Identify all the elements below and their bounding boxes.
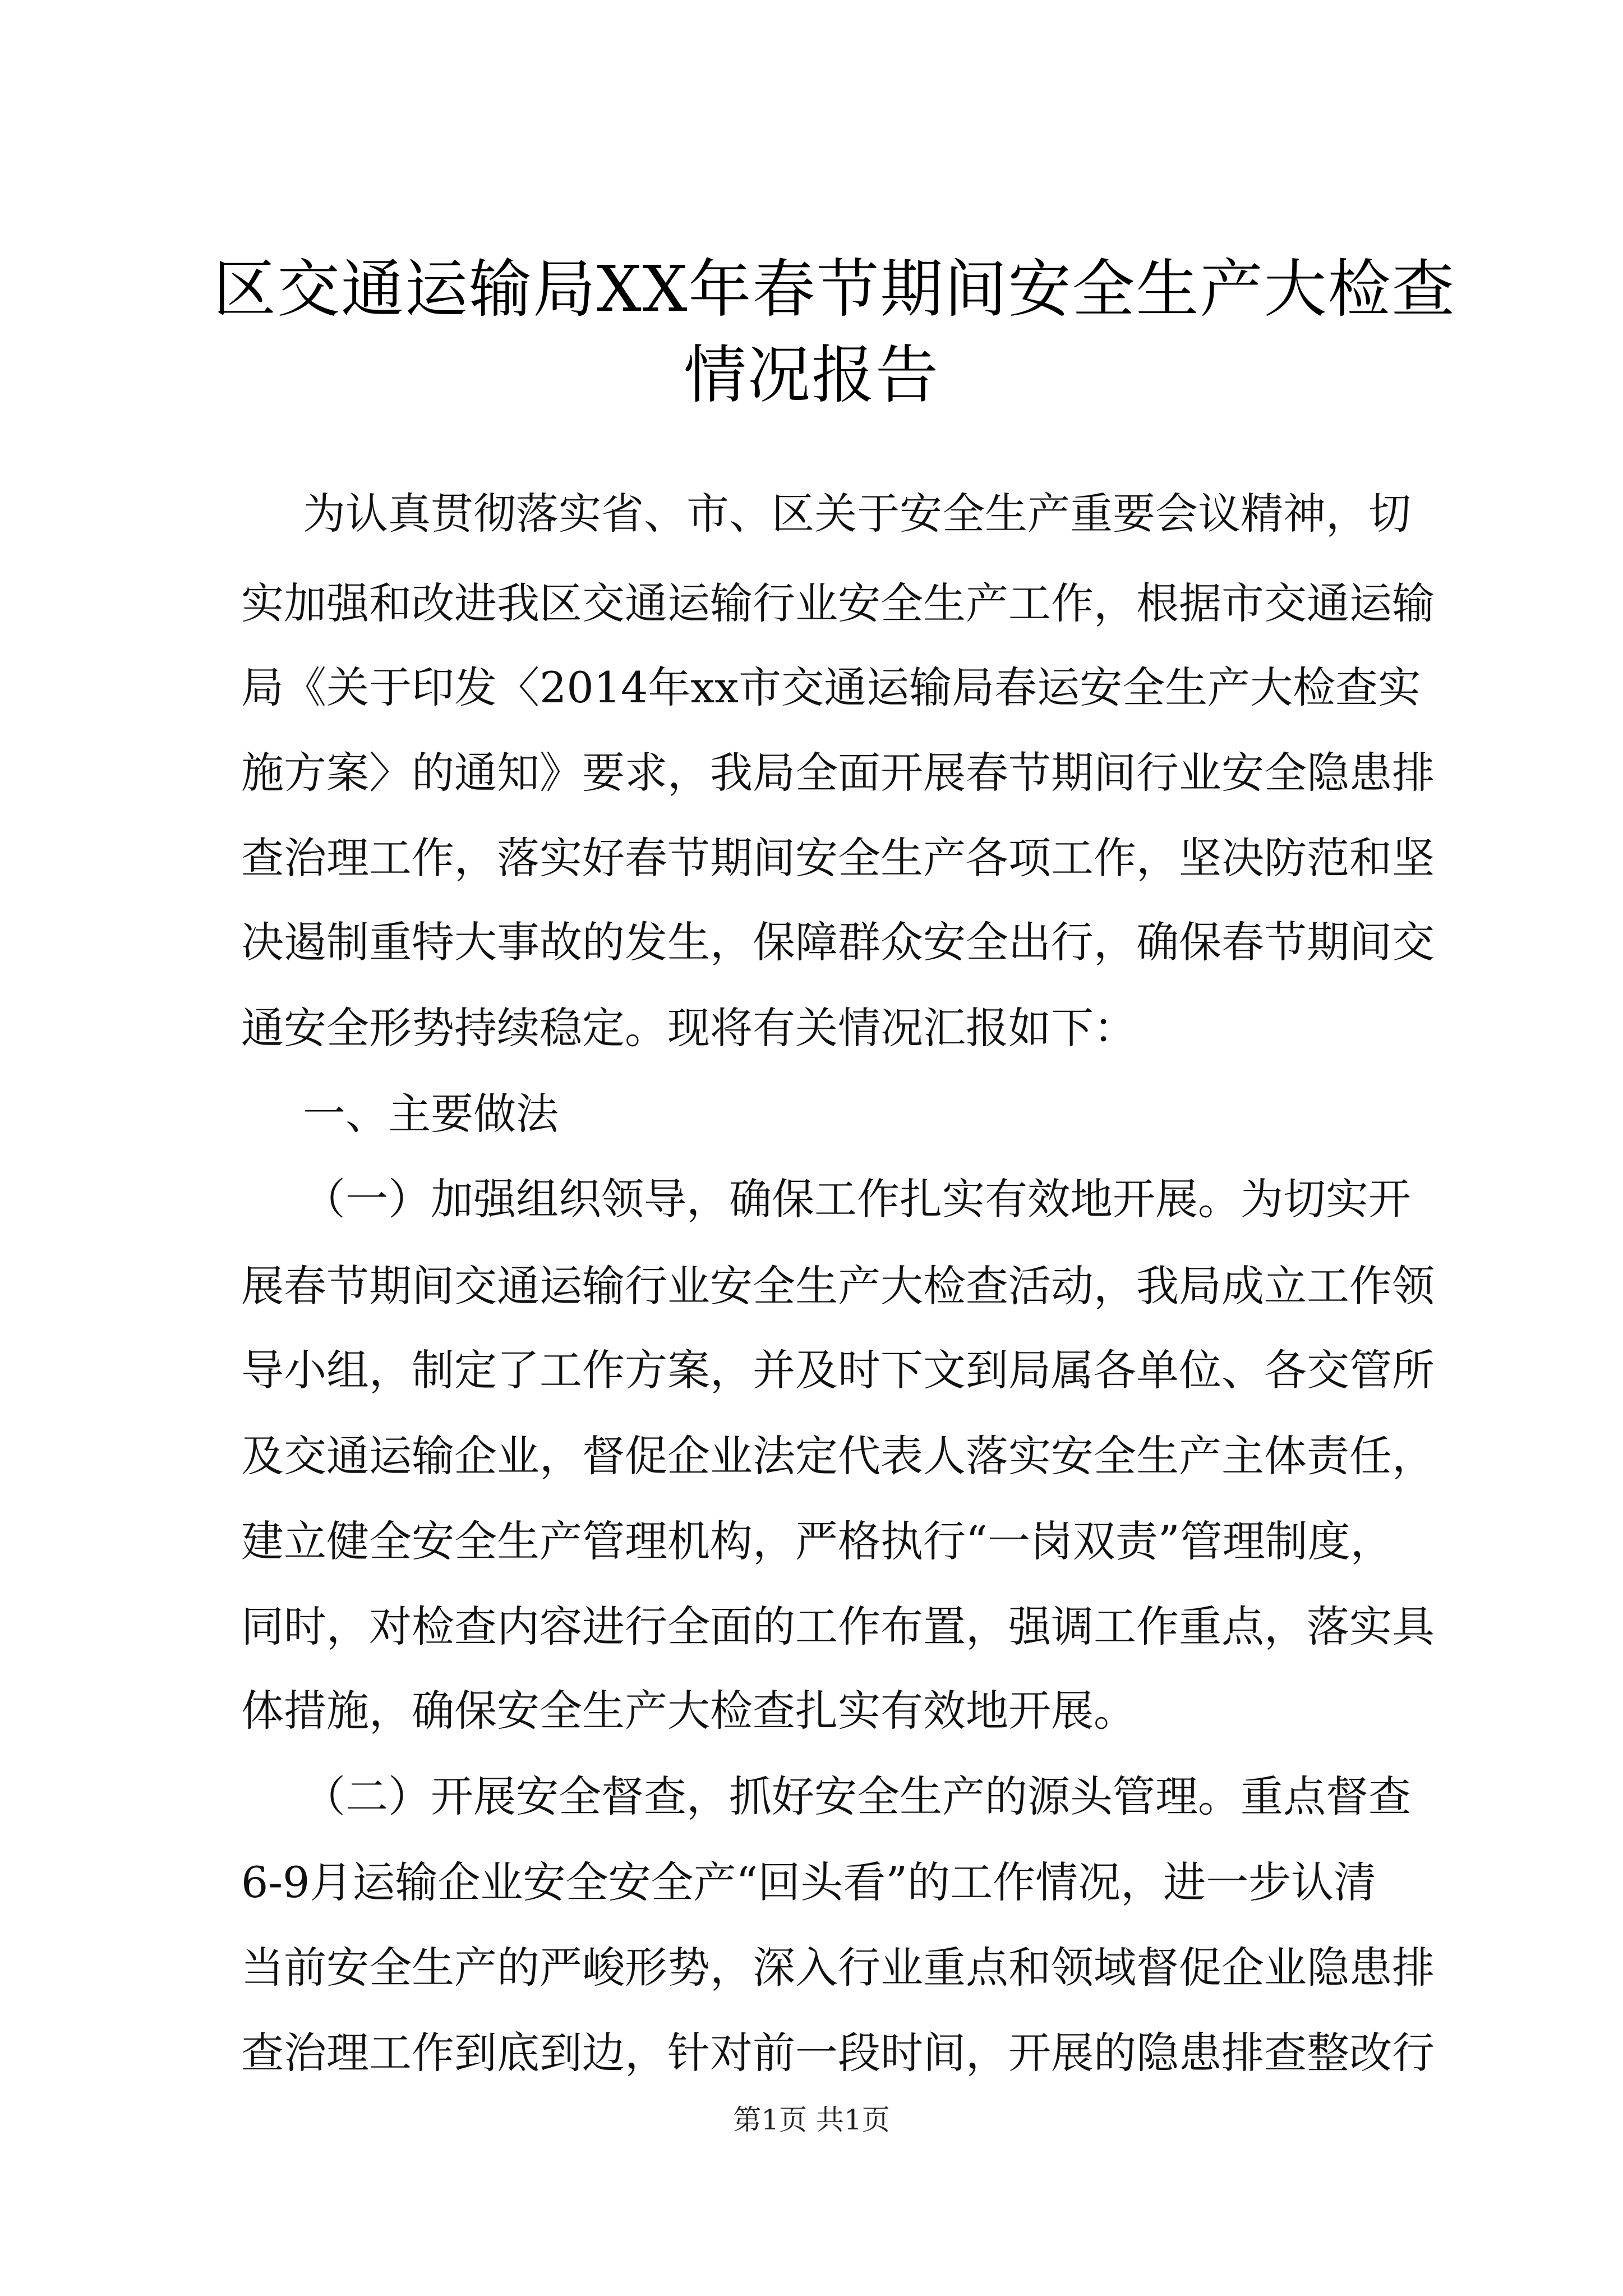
paragraph-3-line-2: 6-9月运输企业安全安全产“回头看”的工作情况，进一步认清 [241, 1857, 1377, 1907]
document-title-line-1: 区交通运输局XX年春节期间安全生产大检查 [213, 253, 1456, 326]
paragraph-1-line-1: 为认真贯彻落实省、市、区关于安全生产重要会议精神，切 [303, 489, 1411, 539]
paragraph-3-line-3: 当前安全生产的严峻形势，深入行业重点和领域督促企业隐患排 [241, 1943, 1435, 1993]
paragraph-1-line-6: 决遏制重特大事故的发生，保障群众安全出行，确保春节期间交 [241, 917, 1435, 967]
paragraph-2-line-4: 及交通运输企业，督促企业法定代表人落实安全生产主体责任， [241, 1431, 1435, 1481]
paragraph-2-line-3: 导小组，制定了工作方案，并及时下文到局属各单位、各交管所 [241, 1345, 1435, 1395]
paragraph-3-line-4: 查治理工作到底到边，针对前一段时间，开展的隐患排查整改行 [241, 2028, 1435, 2078]
paragraph-2-line-7: 体措施，确保安全生产大检查扎实有效地开展。 [241, 1686, 1136, 1736]
paragraph-3-line-1: （二）开展安全督查，抓好安全生产的源头管理。重点督查 [303, 1772, 1411, 1821]
paragraph-2-line-1: （一）加强组织领导，确保工作扎实有效地开展。为切实开 [303, 1174, 1411, 1224]
paragraph-1-line-4: 施方案〉的通知》要求，我局全面开展春节期间行业安全隐患排 [241, 748, 1435, 798]
paragraph-1-line-5: 查治理工作，落实好春节期间安全生产各项工作，坚决防范和坚 [241, 833, 1435, 883]
paragraph-2-line-2: 展春节期间交通运输行业安全生产大检查活动，我局成立工作领 [241, 1261, 1435, 1311]
paragraph-2-line-6: 同时，对检查内容进行全面的工作布置，强调工作重点，落实具 [241, 1602, 1435, 1651]
paragraph-2-line-5: 建立健全安全生产管理机构，严格执行“一岗双责”管理制度， [241, 1516, 1393, 1566]
paragraph-1-line-3: 局《关于印发〈2014年xx市交通运输局春运安全生产大检查实 [241, 662, 1421, 712]
paragraph-1-line-7: 通安全形势持续稳定。现将有关情况汇报如下： [241, 1003, 1136, 1053]
paragraph-1-line-2: 实加强和改进我区交通运输行业安全生产工作，根据市交通运输 [241, 578, 1435, 628]
document-title-line-2: 情况报告 [684, 339, 939, 412]
page-number-footer: 第1页 共1页 [733, 2104, 890, 2136]
section-heading-1: 一、主要做法 [303, 1089, 559, 1139]
